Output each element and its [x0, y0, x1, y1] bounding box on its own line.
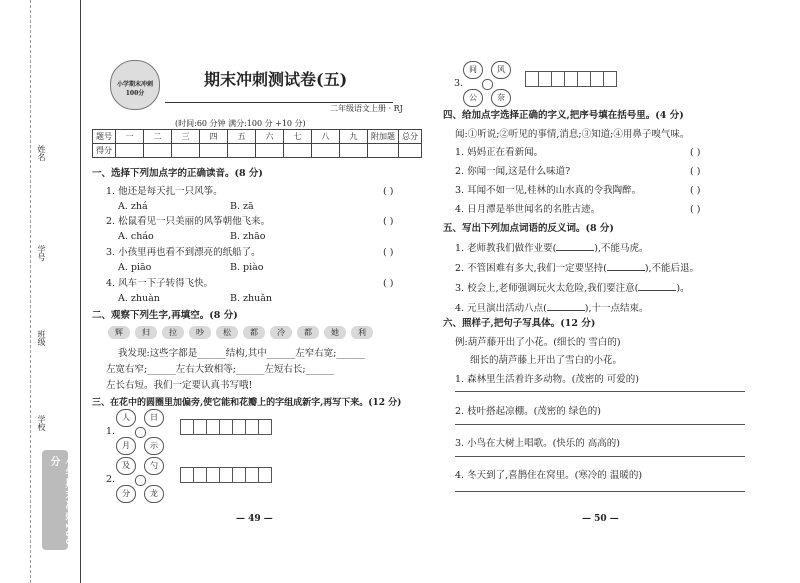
score-cell[interactable] — [172, 144, 200, 158]
s1-q4-b[interactable]: B. zhuǎn — [230, 293, 273, 304]
char-tile: 松 — [216, 326, 238, 339]
s1-q4-answer[interactable]: ( ) — [383, 278, 394, 289]
petal: 风 — [491, 61, 511, 79]
petal: 日 — [144, 409, 164, 427]
score-head: 三 — [172, 130, 200, 144]
score-cell[interactable] — [312, 144, 340, 158]
char-tile: 都 — [297, 326, 319, 339]
s1-q4-a[interactable]: A. zhuàn — [118, 293, 160, 304]
score-head: 八 — [312, 130, 340, 144]
brand-text: 小学期末冲刺100分 — [48, 456, 74, 546]
s5-q4-a: 4. 元旦演出活动八点( — [455, 303, 547, 314]
s1-q3-answer[interactable]: ( ) — [383, 247, 394, 258]
s1-q2: 2. 松鼠看见一只美丽的风筝朝他飞来。 — [106, 216, 271, 227]
score-head: 六 — [256, 130, 284, 144]
blank[interactable] — [556, 241, 594, 251]
s6-q2: 2. 枝叶搭起凉棚。(茂密的 绿色的) — [455, 406, 602, 417]
blank[interactable] — [607, 261, 645, 271]
s1-q1-b[interactable]: B. zā — [230, 201, 254, 212]
petal: 分 — [116, 485, 136, 503]
score-cell[interactable] — [368, 144, 399, 158]
score-cell[interactable] — [228, 144, 256, 158]
page-title: 期末冲刺测试卷(五) — [204, 70, 348, 89]
score-head: 二 — [144, 130, 172, 144]
s2-heading: 二、观察下列生字,再填空。(8 分) — [92, 310, 238, 321]
s2-line3: 左长右短。我们一定要认真书写哦! — [106, 380, 253, 391]
char-tile: 归 — [135, 326, 157, 339]
s5-q4[interactable] — [455, 301, 649, 315]
logo-text: 小学期末冲刺100分 — [116, 81, 153, 97]
s6-heading: 六、照样子,把句子写具体。(12 分) — [443, 318, 596, 329]
answer-line[interactable] — [455, 456, 745, 457]
answer-line[interactable] — [455, 391, 745, 392]
char-tile: 她 — [324, 326, 346, 339]
petal: 月 — [116, 437, 136, 455]
petal: 间 — [463, 61, 483, 79]
score-head: 附加题 — [368, 130, 399, 144]
petal: 勺 — [144, 457, 164, 475]
s4-definition: 闻:①听说;②听见的事情,消息;③知道;④用鼻子嗅气味。 — [455, 129, 690, 140]
s5-q2-a: 2. 不管困难有多大,我们一定要坚持( — [455, 263, 607, 274]
binding-strip — [0, 0, 88, 583]
score-cell[interactable] — [144, 144, 172, 158]
bind-line — [80, 0, 81, 583]
school-label: 学校 — [37, 415, 46, 431]
s5-q4-b: ),十一点结束。 — [584, 303, 649, 314]
char-tile: 辉 — [108, 326, 130, 339]
s1-q3: 3. 小孩里再也看不到漂亮的纸船了。 — [106, 247, 261, 258]
s5-q1-a: 1. 老师教我们做作业要( — [455, 243, 557, 254]
s1-q2-a[interactable]: A. cháo — [118, 231, 154, 242]
s1-q3-a[interactable]: A. piāo — [118, 262, 152, 273]
score-head: 总分 — [399, 130, 422, 144]
flower-1 — [115, 408, 165, 456]
s3-heading: 三、在花中的圆圈里加偏旁,使它能和花瓣上的字组成新字,再写下来。(12 分) — [92, 398, 402, 408]
flower-center-input[interactable] — [482, 79, 493, 90]
name-label: 姓名 — [37, 145, 46, 161]
s5-q1-b: ),不能马虎。 — [594, 243, 649, 254]
s4-q3: 3. 耳闻不如一见,桂林的山水真的令我陶醉。 — [455, 185, 642, 196]
score-head: 五 — [228, 130, 256, 144]
blank[interactable] — [638, 281, 676, 291]
score-cell[interactable] — [284, 144, 312, 158]
s1-q1-answer[interactable]: ( ) — [383, 186, 394, 197]
score-cell[interactable] — [256, 144, 284, 158]
s1-q2-b[interactable]: B. zhāo — [230, 231, 266, 242]
score-head: 七 — [284, 130, 312, 144]
write-grid-2[interactable] — [180, 467, 271, 483]
s4-q2: 2. 你闻一闻,这是什么味道? — [455, 166, 571, 177]
score-head: 四 — [200, 130, 228, 144]
s5-q2-b: ),不能后退。 — [644, 263, 700, 274]
flower-3 — [462, 60, 512, 108]
write-grid-3[interactable] — [525, 71, 616, 87]
s1-heading: 一、选择下列加点字的正确读音。(8 分) — [92, 168, 263, 179]
petal: 人 — [116, 409, 136, 427]
s5-q3-b: )。 — [676, 283, 690, 294]
petal: 龙 — [144, 485, 164, 503]
s5-q1[interactable] — [455, 241, 649, 255]
s6-q3: 3. 小鸟在大树上唱歌。(快乐的 高高的) — [455, 438, 621, 449]
petal: 及 — [116, 457, 136, 475]
s5-q3[interactable] — [455, 281, 690, 295]
blank[interactable] — [547, 301, 585, 311]
score-cell[interactable] — [116, 144, 144, 158]
time-info: (时间:60 分钟 满分:100 分 +10 分) — [175, 119, 306, 128]
s4-q2-answer[interactable]: ( ) — [690, 166, 701, 177]
score-cell[interactable] — [200, 144, 228, 158]
flower-2 — [115, 456, 165, 504]
page-number-left: — 49 — — [236, 514, 273, 524]
score-cell[interactable] — [340, 144, 368, 158]
series-logo — [110, 60, 160, 110]
petal: 奈 — [491, 89, 511, 107]
s1-q4: 4. 风车一下子转得飞快。 — [106, 278, 214, 289]
student-id-label: 学号 — [37, 245, 46, 261]
score-cell[interactable] — [399, 144, 422, 158]
s1-q3-b[interactable]: B. piào — [230, 262, 264, 273]
score-table — [92, 129, 422, 158]
flower-center-input[interactable] — [135, 427, 146, 438]
class-label: 班级 — [37, 330, 46, 346]
page-number-right: — 50 — — [582, 514, 619, 524]
s6-example: 例:葫芦藤开出了小花。(细长的 雪白的) — [455, 337, 621, 348]
char-tile: 冷 — [270, 326, 292, 339]
flower-number: 1. — [106, 426, 116, 437]
s1-q2-answer[interactable]: ( ) — [383, 216, 394, 227]
answer-line[interactable] — [455, 424, 745, 425]
write-grid-1[interactable] — [180, 419, 271, 435]
brand-box — [42, 450, 74, 550]
s5-heading: 五、写出下列加点词语的反义词。(8 分) — [443, 223, 614, 234]
s6-q4: 4. 冬天到了,喜鹊住在窝里。(寒冷的 温暖的) — [455, 470, 643, 481]
grade-label: 二年级语文上册 · RJ — [330, 104, 403, 113]
s4-q1-answer[interactable]: ( ) — [690, 147, 701, 158]
char-tile: 都 — [243, 326, 265, 339]
score-head: 九 — [340, 130, 368, 144]
flower-number: 2. — [106, 474, 116, 485]
s2-line1[interactable]: 我发现:这些字都是______结构,其中______左窄右宽;______ — [118, 348, 365, 359]
petal: 公 — [463, 89, 483, 107]
s4-heading: 四、给加点字选择正确的字义,把序号填在括号里。(4 分) — [443, 110, 684, 121]
flower-number: 3. — [454, 78, 464, 89]
s6-example-answer: 细长的葫芦藤上开出了雪白的小花。 — [470, 355, 623, 366]
char-tile: 拉 — [162, 326, 184, 339]
s4-q4-answer[interactable]: ( ) — [690, 204, 701, 215]
answer-line[interactable] — [455, 491, 745, 492]
flower-center-input[interactable] — [135, 475, 146, 486]
s1-q1: 1. 他还是每天扎一只风筝。 — [106, 186, 223, 197]
score-head: 一 — [116, 130, 144, 144]
score-head: 题号 — [93, 130, 116, 144]
char-tile: 吵 — [189, 326, 211, 339]
score-label: 得分 — [93, 144, 116, 158]
char-tile: 利 — [351, 326, 373, 339]
s5-q2[interactable] — [455, 261, 699, 275]
s2-line2[interactable]: 左宽右窄;______左右大致相等;______左短右长;______ — [106, 364, 335, 375]
cut-line — [30, 0, 31, 583]
s4-q1: 1. 妈妈正在看新闻。 — [455, 147, 544, 158]
s1-q1-a[interactable]: A. zhá — [118, 201, 148, 212]
petal: 示 — [144, 437, 164, 455]
s6-q1: 1. 森林里生活着许多动物。(茂密的 可爱的) — [455, 374, 640, 385]
s4-q4: 4. 日月潭是举世闻名的名胜古迹。 — [455, 204, 601, 215]
s5-q3-a: 3. 校会上,老师强调玩火太危险,我们要注意( — [455, 283, 639, 294]
s4-q3-answer[interactable]: ( ) — [690, 185, 701, 196]
